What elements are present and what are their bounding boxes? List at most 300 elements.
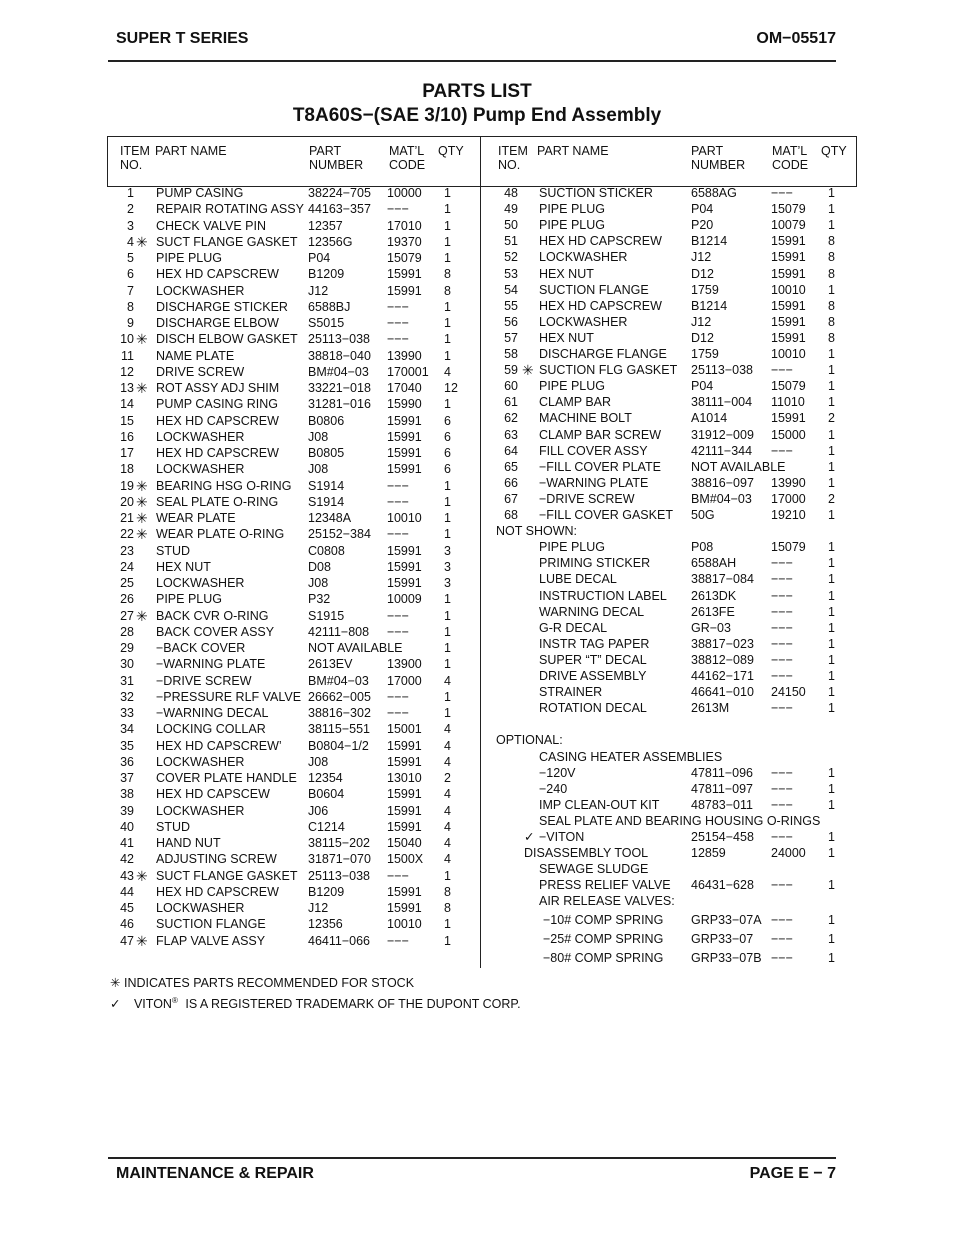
quantity: 4: [444, 365, 451, 379]
stock-star-icon: ✳: [136, 380, 148, 396]
material-code: 15991: [387, 901, 422, 915]
part-name: HEX HD CAPSCREW: [156, 885, 279, 899]
part-number: J12: [308, 284, 329, 298]
material-code: 15991: [387, 446, 422, 460]
quantity: 1: [444, 869, 451, 883]
material-code: 15991: [387, 739, 422, 753]
optional-label: OPTIONAL:: [496, 733, 563, 747]
stock-star-icon: ✳: [136, 510, 148, 526]
material-code: 19210: [771, 508, 806, 522]
material-code: −−−: [771, 589, 793, 603]
part-name: SUCTION STICKER: [539, 186, 653, 200]
quantity: 4: [444, 820, 451, 834]
item-number: 38: [120, 787, 134, 801]
part-number: J08: [308, 576, 329, 590]
quantity: 4: [444, 722, 451, 736]
part-name: STUD: [156, 820, 191, 834]
part-name: MACHINE BOLT: [539, 411, 632, 425]
table-row: [0, 555, 954, 571]
material-code: −−−: [387, 495, 409, 509]
part-name: DISCHARGE STICKER: [156, 300, 288, 314]
material-code: −−−: [771, 932, 793, 946]
quantity: 1: [828, 766, 835, 780]
material-code: 15079: [771, 202, 806, 216]
part-name: BACK CVR O-RING: [156, 609, 269, 623]
material-code: 15991: [771, 234, 806, 248]
quantity: 1: [444, 251, 451, 265]
part-number: J12: [308, 901, 329, 915]
item-number: 17: [120, 446, 134, 460]
table-row: [0, 394, 954, 410]
material-code: −−−: [771, 444, 793, 458]
quantity: 8: [444, 901, 451, 915]
item-number: 34: [120, 722, 134, 736]
part-number: P04: [691, 379, 714, 393]
table-row: [0, 765, 954, 781]
item-number: 35: [120, 739, 134, 753]
col-partname-left: PART NAME: [155, 144, 227, 158]
material-code: 15991: [771, 250, 806, 264]
part-number: 25154−458: [691, 830, 754, 844]
part-number: 2613FE: [691, 605, 735, 619]
item-number: 24: [120, 560, 134, 574]
part-name: PIPE PLUG: [539, 540, 605, 554]
quantity: 1: [828, 460, 835, 474]
material-code: −−−: [771, 766, 793, 780]
quantity: 8: [828, 234, 835, 248]
page-header: [108, 28, 836, 62]
quantity: 2: [828, 411, 835, 425]
material-code: 15079: [387, 251, 422, 265]
table-row: [0, 797, 954, 813]
item-number: 11: [121, 349, 134, 363]
part-number: 12348A: [308, 511, 352, 525]
item-number: 51: [504, 234, 518, 248]
part-number: J08: [308, 430, 329, 444]
part-number: BM#04−03: [691, 492, 752, 506]
section-label: [0, 523, 954, 539]
material-code: −−−: [387, 625, 409, 639]
quantity: 1: [828, 363, 835, 377]
quantity: 1: [828, 605, 835, 619]
item-number: 41: [120, 836, 134, 850]
quantity: 8: [828, 250, 835, 264]
material-code: −−−: [771, 878, 793, 892]
item-number: 57: [504, 331, 518, 345]
quantity: 2: [444, 771, 451, 785]
part-number: 42111−344: [691, 444, 753, 458]
item-number: 12: [120, 365, 134, 379]
part-name: −FILL COVER GASKET: [539, 508, 673, 522]
material-code: 15991: [387, 755, 422, 769]
material-code: 1500X: [387, 852, 424, 866]
part-name: PIPE PLUG: [539, 202, 605, 216]
stock-star-icon: ✳: [136, 526, 148, 542]
part-number: B1209: [308, 885, 345, 899]
part-name: HEX HD CAPSCREW: [156, 267, 279, 281]
table-row: [0, 571, 954, 587]
part-name: LOCKWASHER: [156, 284, 245, 298]
material-code: −−−: [771, 951, 793, 965]
material-code: 15000: [771, 428, 806, 442]
material-code: 15991: [387, 267, 422, 281]
part-number: 46411−066: [308, 934, 370, 948]
part-name: LOCKWASHER: [156, 755, 245, 769]
material-code: 15991: [771, 331, 806, 345]
part-name: DRIVE ASSEMBLY: [539, 669, 647, 683]
part-name: STRAINER: [539, 685, 603, 699]
part-name: LOCKWASHER: [156, 804, 245, 818]
item-number: 1: [127, 186, 134, 200]
material-code: −−−: [771, 621, 793, 635]
part-name: BACK COVER ASSY: [156, 625, 275, 639]
part-number: J06: [308, 804, 329, 818]
part-number: 38817−084: [691, 572, 754, 586]
table-row: [0, 443, 954, 459]
table-row: [0, 950, 954, 966]
table-row: [0, 410, 954, 426]
quantity: 1: [828, 782, 835, 796]
quantity: 1: [828, 186, 835, 200]
table-row: [0, 813, 954, 829]
part-number: 47811−097: [691, 782, 753, 796]
part-number: 38816−097: [691, 476, 754, 490]
viton-note: IS A REGISTERED TRADEMARK OF THE DUPONT CORP.: [185, 997, 521, 1012]
item-number: 37: [120, 771, 134, 785]
item-number: 56: [504, 315, 518, 329]
material-code: 15991: [387, 430, 422, 444]
material-code: 15991: [387, 414, 422, 428]
quantity: 1: [444, 609, 451, 623]
part-number: 33221−018: [308, 381, 371, 395]
material-code: −−−: [771, 913, 793, 927]
material-code: −−−: [771, 782, 793, 796]
item-number: 58: [504, 347, 518, 361]
item-number: 6: [127, 267, 134, 281]
quantity: 1: [444, 495, 451, 509]
quantity: 1: [444, 332, 451, 346]
part-name: WEAR PLATE: [156, 511, 236, 525]
part-name: HEX NUT: [156, 560, 211, 574]
series-title: SUPER T SERIES: [116, 30, 249, 47]
part-name: −WARNING PLATE: [539, 476, 649, 490]
material-code: −−−: [387, 527, 409, 541]
table-row: [0, 298, 954, 314]
material-code: −−−: [387, 316, 409, 330]
material-code: −−−: [771, 653, 793, 667]
page-title: PARTS LIST: [422, 81, 532, 102]
part-name: SUPER “T” DECAL: [539, 653, 647, 667]
material-code: −−−: [387, 332, 409, 346]
stock-star-icon: ✳: [136, 234, 148, 250]
material-code: 15990: [387, 397, 422, 411]
part-name: HEX HD CAPSCREW’: [156, 739, 282, 753]
part-number: 46641−010: [691, 685, 754, 699]
page-subtitle: T8A60S−(SAE 3/10) Pump End Assembly: [292, 105, 662, 126]
part-name: G-R DECAL: [539, 621, 608, 635]
quantity: 1: [444, 235, 451, 249]
part-number: GRP33−07A: [691, 913, 762, 927]
star-icon: ✳: [110, 976, 121, 990]
part-name: CLAMP BAR SCREW: [539, 428, 662, 442]
part-number: S1914: [308, 495, 345, 509]
part-number: C0808: [308, 544, 345, 558]
part-name: −FILL COVER PLATE: [539, 460, 661, 474]
quantity: 1: [828, 283, 835, 297]
part-name: SUCT FLANGE GASKET: [156, 869, 298, 883]
table-row: [0, 604, 954, 620]
item-number: 8: [127, 300, 134, 314]
part-name: LOCKWASHER: [539, 250, 628, 264]
col-partnumber-right: PART NUMBER: [691, 144, 746, 172]
material-code: 15991: [387, 544, 422, 558]
material-code: −−−: [387, 202, 409, 216]
quantity: 4: [444, 836, 451, 850]
item-number: 45: [120, 901, 134, 915]
part-number: 38812−089: [691, 653, 754, 667]
item-number: 54: [504, 283, 518, 297]
item-number: 9: [127, 316, 134, 330]
material-code: −−−: [387, 869, 409, 883]
table-row: [0, 201, 954, 217]
part-number: 1759: [691, 283, 719, 297]
quantity: 1: [444, 202, 451, 216]
part-number: D12: [691, 331, 714, 345]
part-name: PRIMING STICKER: [539, 556, 651, 570]
item-number: 31: [120, 674, 134, 688]
part-name: COVER PLATE HANDLE: [156, 771, 297, 785]
material-code: −−−: [771, 186, 793, 200]
item-number: 2: [127, 202, 134, 216]
stock-star-icon: ✳: [136, 868, 148, 884]
table-row: [0, 233, 954, 249]
table-row: [0, 185, 954, 201]
part-name: DISCHARGE FLANGE: [539, 347, 667, 361]
part-number: B1214: [691, 299, 728, 313]
table-row: [0, 427, 954, 443]
part-number: A1014: [691, 411, 728, 425]
material-code: 15079: [771, 379, 806, 393]
part-name: HAND NUT: [156, 836, 221, 850]
part-name: LUBE DECAL: [539, 572, 617, 586]
quantity: 1: [828, 476, 835, 490]
table-row: [0, 588, 954, 604]
stock-star-icon: ✳: [136, 933, 148, 949]
material-code: 11010: [771, 395, 805, 409]
material-code: −−−: [387, 609, 409, 623]
part-name: SUCTION FLANGE: [156, 917, 266, 931]
stock-note: INDICATES PARTS RECOMMENDED FOR STOCK: [123, 976, 415, 990]
item-number: 40: [120, 820, 134, 834]
part-number: 38111−004: [691, 395, 753, 409]
part-name: HEX HD CAPSCREW: [539, 299, 662, 313]
col-matl-right: MAT’L CODE: [772, 144, 809, 172]
stock-star-icon: ✳: [136, 494, 148, 510]
part-name: PUMP CASING: [156, 186, 244, 200]
item-number: 4: [127, 235, 134, 249]
part-name: LOCKWASHER: [156, 430, 245, 444]
quantity: 4: [444, 755, 451, 769]
item-number: 3: [127, 219, 134, 233]
part-number: 38115−551: [308, 722, 370, 736]
part-name: −WARNING PLATE: [156, 657, 266, 671]
material-code: 15991: [771, 315, 806, 329]
quantity: 1: [444, 917, 451, 931]
table-row: [0, 893, 954, 909]
material-code: 10010: [387, 917, 422, 931]
quantity: 1: [828, 951, 835, 965]
item-number: 50: [504, 218, 518, 232]
item-number: 22: [120, 527, 134, 541]
part-name: ADJUSTING SCREW: [156, 852, 277, 866]
table-row: [0, 491, 954, 507]
part-number: P04: [691, 202, 714, 216]
part-number: B1214: [691, 234, 728, 248]
check-icon: ✓: [110, 997, 121, 1012]
quantity: 1: [828, 830, 835, 844]
item-number: 15: [120, 414, 134, 428]
part-number: GR−03: [691, 621, 731, 635]
material-code: 13010: [387, 771, 422, 785]
item-number: 14: [120, 397, 134, 411]
material-code: 13990: [387, 349, 422, 363]
item-number: 16: [120, 430, 134, 444]
part-number: 1759: [691, 347, 719, 361]
quantity: 2: [828, 492, 835, 506]
part-number: B1209: [308, 267, 345, 281]
part-number: 44162−171: [691, 669, 754, 683]
material-code: −−−: [387, 706, 409, 720]
quantity: 1: [828, 701, 835, 715]
quantity: 1: [444, 934, 451, 948]
table-row: [0, 362, 954, 378]
viton-footnote: [110, 996, 521, 1011]
table-row: [0, 668, 954, 684]
part-name: SEAL PLATE AND BEARING HOUSING O-RINGS: [539, 814, 821, 828]
material-code: −−−: [771, 605, 793, 619]
quantity: 8: [444, 885, 451, 899]
table-row: [0, 845, 954, 861]
table-row: [0, 346, 954, 362]
material-code: 10079: [771, 218, 806, 232]
stock-star-icon: ✳: [136, 478, 148, 494]
item-number: 30: [120, 657, 134, 671]
table-row: [0, 877, 954, 893]
part-name: CASING HEATER ASSEMBLIES: [539, 750, 723, 764]
part-number: 12357: [308, 219, 343, 233]
part-number: 25152−384: [308, 527, 371, 541]
quantity: 1: [444, 592, 451, 606]
material-code: −−−: [771, 669, 793, 683]
part-number: 31871−070: [308, 852, 371, 866]
quantity: 4: [444, 674, 451, 688]
part-name: SUCTION FLG GASKET: [539, 363, 678, 377]
item-number: 13: [120, 381, 134, 395]
quantity: 1: [828, 540, 835, 554]
material-code: −−−: [771, 572, 793, 586]
table-row: [0, 282, 954, 298]
quantity: 1: [444, 300, 451, 314]
item-number: 7: [127, 284, 134, 298]
item-number: 66: [504, 476, 518, 490]
quantity: 1: [828, 589, 835, 603]
part-name: SEWAGE SLUDGE: [539, 862, 649, 876]
table-row: [0, 507, 954, 523]
part-number: 44163−357: [308, 202, 371, 216]
part-number: D12: [691, 267, 714, 281]
table-row: [0, 684, 954, 700]
footer-rule: [108, 1157, 836, 1159]
part-number: 38817−023: [691, 637, 754, 651]
part-number: B0604: [308, 787, 345, 801]
material-code: −−−: [387, 934, 409, 948]
material-code: 15991: [387, 560, 422, 574]
part-name: ROTATION DECAL: [539, 701, 647, 715]
material-code: 15991: [387, 787, 422, 801]
material-code: 24000: [771, 846, 806, 860]
stock-footnote: [110, 975, 414, 990]
quantity: 4: [444, 739, 451, 753]
part-name: LOCKING COLLAR: [156, 722, 266, 736]
material-code: 10010: [771, 283, 806, 297]
part-name: LOCKWASHER: [156, 462, 245, 476]
item-number: 64: [504, 444, 518, 458]
material-code: 13990: [771, 476, 806, 490]
quantity: 4: [444, 804, 451, 818]
material-code: 15001: [387, 722, 422, 736]
part-number: J08: [308, 755, 329, 769]
part-number: B0804−1/2: [308, 739, 369, 753]
material-code: 10009: [387, 592, 422, 606]
material-code: 15991: [387, 284, 422, 298]
col-qty-right: QTY: [821, 144, 847, 158]
quantity: 1: [828, 572, 835, 586]
table-row: [0, 652, 954, 668]
part-name: AIR RELEASE VALVES:: [539, 894, 675, 908]
item-number: 27: [120, 609, 134, 623]
part-name: WARNING DECAL: [539, 605, 645, 619]
part-name: FLAP VALVE ASSY: [156, 934, 266, 948]
item-number: 65: [504, 460, 518, 474]
part-name: IMP CLEAN-OUT KIT: [539, 798, 660, 812]
quantity: 1: [828, 444, 835, 458]
section-label: [0, 732, 954, 748]
material-code: 15991: [771, 299, 806, 313]
col-partname-right: PART NAME: [537, 144, 609, 158]
part-number: P32: [308, 592, 331, 606]
item-number: 23: [120, 544, 134, 558]
part-number: GRP33−07B: [691, 951, 762, 965]
quantity: 4: [444, 852, 451, 866]
part-number: 12356: [308, 917, 343, 931]
material-code: 15991: [387, 885, 422, 899]
part-number: 31912−009: [691, 428, 754, 442]
part-number: 46431−628: [691, 878, 754, 892]
material-code: 19370: [387, 235, 422, 249]
part-number: 2613M: [691, 701, 730, 715]
quantity: 1: [828, 653, 835, 667]
quantity: 8: [828, 299, 835, 313]
part-name: INSTR TAG PAPER: [539, 637, 650, 651]
item-number: 68: [504, 508, 518, 522]
quantity: 12: [444, 381, 458, 395]
material-code: −−−: [771, 701, 793, 715]
quantity: 8: [444, 267, 451, 281]
item-number: 61: [504, 395, 518, 409]
part-name: LOCKWASHER: [156, 901, 245, 915]
material-code: −−−: [387, 479, 409, 493]
part-number: 25113−038: [691, 363, 753, 377]
